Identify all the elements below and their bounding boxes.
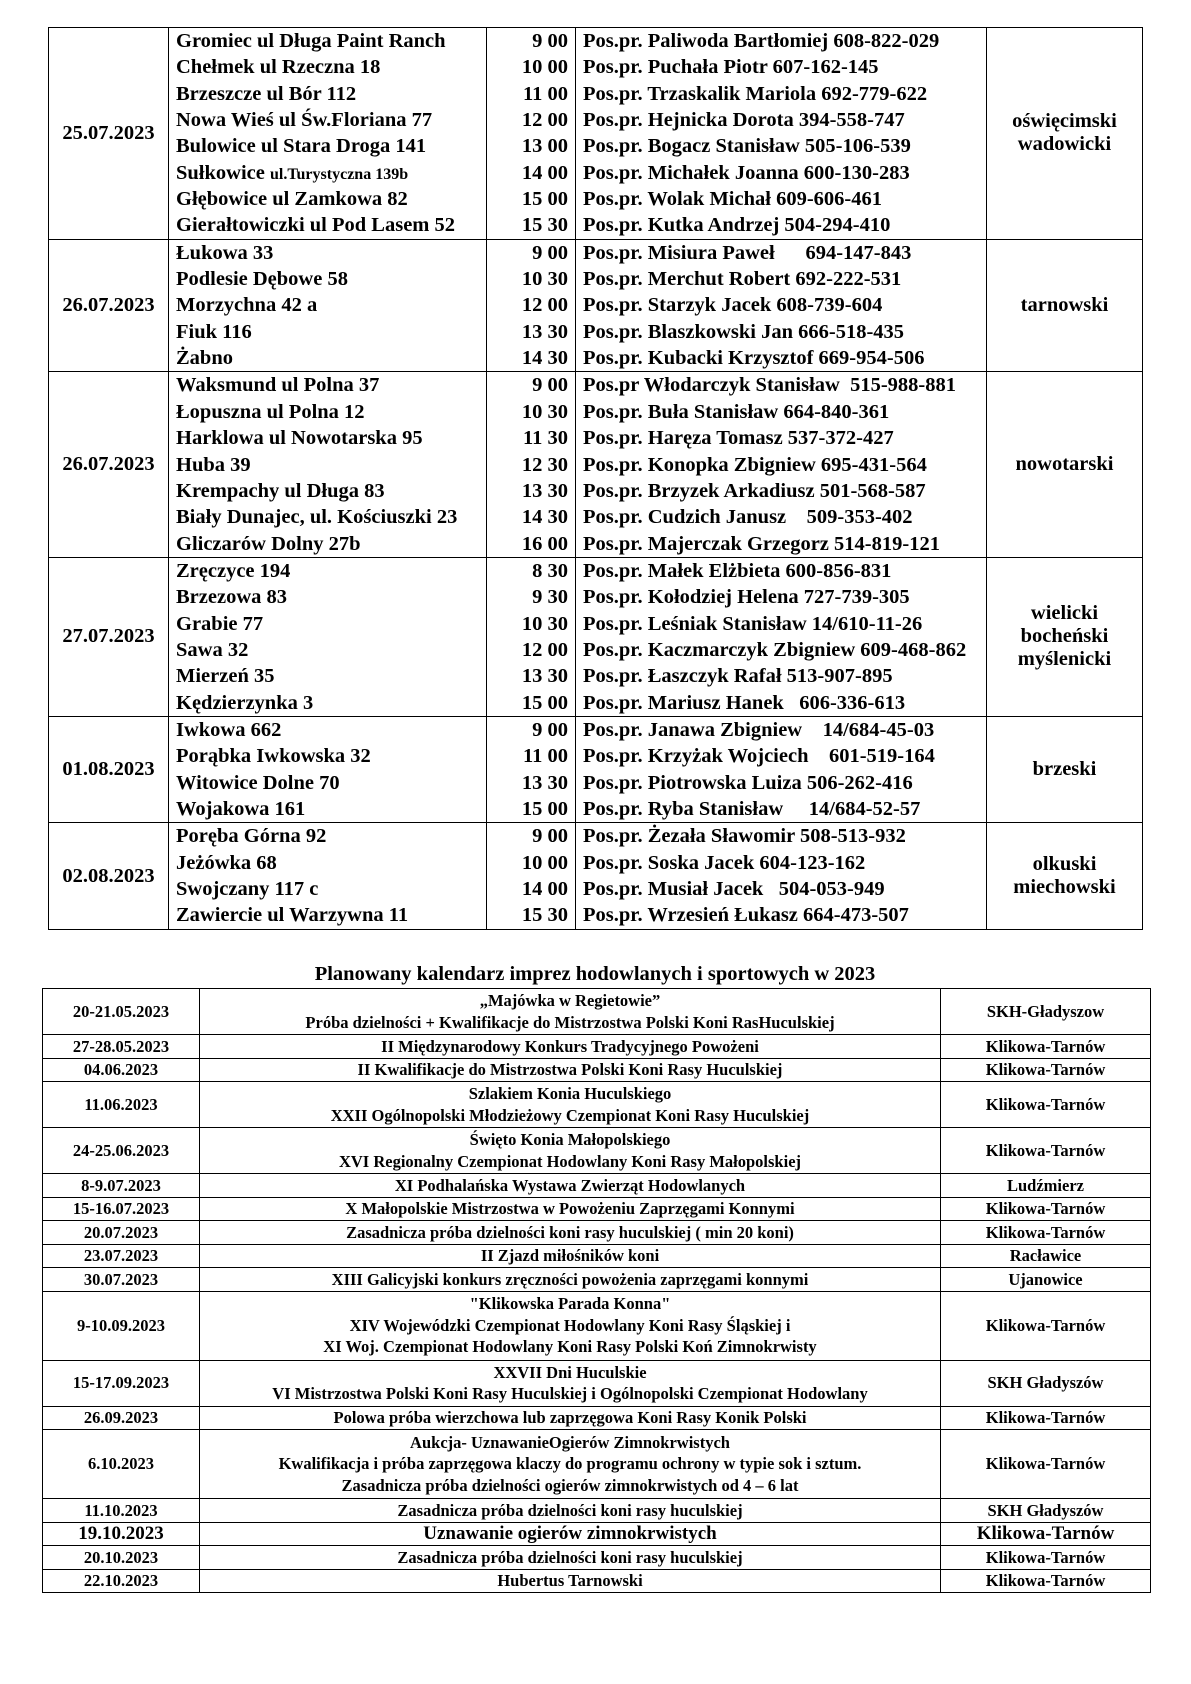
inspection-time: 10 00 <box>521 851 568 874</box>
calendar-row <box>43 1430 1151 1499</box>
event-place: SKH-Gładyszow <box>941 989 1151 1035</box>
schedule-places <box>169 716 487 822</box>
person-contact: Pos.pr. Soska Jacek 604-123-162 <box>583 851 866 874</box>
inspection-schedule-table <box>48 27 1143 930</box>
person-contact: Pos.pr. Kaczmarczyk Zbigniew 609-468-862 <box>583 638 967 661</box>
place-address: Krempachy ul Długa 83 <box>176 479 385 502</box>
event-line: Szlakiem Konia Huculskiego <box>468 1084 672 1103</box>
place-address: Harklowa ul Nowotarska 95 <box>176 427 423 450</box>
place-name: Sułkowice <box>176 161 270 184</box>
inspection-time: 13 30 <box>521 665 568 688</box>
event-line: Uznawanie ogierów zimnokrwistych <box>423 1523 717 1544</box>
person-contact: Pos.pr. Kutka Andrzej 504-294-410 <box>583 214 891 237</box>
event-line: II Międzynarodowy Konkurs Tradycyjnego Powożeni <box>381 1036 759 1056</box>
event-description <box>200 1499 941 1523</box>
region-name: miechowski <box>1013 876 1116 898</box>
place-address: Gromiec ul Długa Paint Ranch <box>176 30 446 52</box>
calendar-row <box>43 1128 1151 1174</box>
person-contact: Pos.pr. Haręza Tomasz 537-372-427 <box>583 427 894 450</box>
inspection-time: 13 30 <box>521 320 568 343</box>
person-contact: Pos.pr. Wolak Michał 609-606-461 <box>583 188 882 211</box>
event-date: 19.10.2023 <box>43 1522 200 1546</box>
event-line: Zasadnicza próba dzielności koni rasy huculskiej <box>397 1547 743 1567</box>
calendar-row <box>43 1268 1151 1292</box>
place-address: Podlesie Dębowe 58 <box>176 268 348 291</box>
event-place: Klikowa-Tarnów <box>941 1522 1151 1546</box>
inspection-time: 11 00 <box>523 82 568 105</box>
place-address <box>169 160 486 186</box>
person-contact: Pos.pr. Krzyżak Wojciech 601-519-164 <box>583 745 935 768</box>
event-place: Klikowa-Tarnów <box>941 1430 1151 1499</box>
event-line: XI Podhalańska Wystawa Zwierząt Hodowlanych <box>394 1175 746 1195</box>
inspection-time: 15 00 <box>521 691 568 714</box>
event-date: 04.06.2023 <box>43 1058 200 1082</box>
calendar-row <box>43 1035 1151 1059</box>
schedule-date: 26.07.2023 <box>49 372 169 557</box>
event-date: 20-21.05.2023 <box>43 989 200 1035</box>
event-place: Klikowa-Tarnów <box>941 1291 1151 1360</box>
inspection-time: 10 30 <box>521 612 568 635</box>
inspection-time: 9 00 <box>532 718 568 741</box>
place-address: Żabno <box>176 347 233 370</box>
event-line: Aukcja- UznawanieOgierów Zimnokrwistych <box>410 1432 730 1452</box>
place-address: Głębowice ul Zamkowa 82 <box>176 188 408 211</box>
place-address: Morzychna 42 a <box>176 294 318 317</box>
calendar-row <box>43 1291 1151 1360</box>
event-line: XXVII Dni Huculskie <box>493 1362 647 1382</box>
inspection-time: 13 00 <box>521 135 568 158</box>
schedule-date: 26.07.2023 <box>49 239 169 372</box>
event-description <box>200 1430 941 1499</box>
schedule-places <box>169 372 487 557</box>
person-contact: Pos.pr. Buła Stanisław 664-840-361 <box>583 400 890 423</box>
event-date: 15-17.09.2023 <box>43 1360 200 1406</box>
place-street: ul.Turystyczna 139b <box>269 165 409 183</box>
schedule-persons <box>576 239 987 372</box>
event-line: Zasadnicza próba dzielności koni rasy huculskiej ( min 20 koni) <box>346 1222 794 1242</box>
calendar-row <box>43 1058 1151 1082</box>
schedule-region <box>987 557 1143 716</box>
schedule-times <box>487 823 576 929</box>
person-contact: Pos.pr. Bogacz Stanisław 505-106-539 <box>583 135 911 158</box>
schedule-group-row <box>49 239 1143 372</box>
schedule-persons <box>576 28 987 240</box>
schedule-times <box>487 239 576 372</box>
inspection-time: 10 00 <box>521 56 568 79</box>
event-date: 8-9.07.2023 <box>43 1174 200 1198</box>
person-contact: Pos.pr. Michałek Joanna 600-130-283 <box>583 161 910 184</box>
place-address: Łopuszna ul Polna 12 <box>176 400 365 423</box>
place-address: Porąbka Iwkowska 32 <box>176 745 371 768</box>
schedule-region <box>987 28 1143 240</box>
person-contact: Pos.pr. Piotrowska Luiza 506-262-416 <box>583 771 913 794</box>
event-place: Racławice <box>941 1244 1151 1268</box>
schedule-times <box>487 372 576 557</box>
schedule-places <box>169 239 487 372</box>
event-date: 22.10.2023 <box>43 1569 200 1593</box>
person-contact: Pos.pr. Cudzich Janusz 509-353-402 <box>583 506 913 529</box>
calendar-row <box>43 1546 1151 1570</box>
event-description <box>200 1035 941 1059</box>
event-line: Hubertus Tarnowski <box>497 1571 643 1590</box>
inspection-time: 11 00 <box>523 745 568 768</box>
event-description <box>200 1360 941 1406</box>
person-contact: Pos.pr. Kubacki Krzysztof 669-954-506 <box>583 347 925 370</box>
event-line: VI Mistrzostwa Polski Koni Rasy Huculskiej i Ogólnopolski Czempionat Hodowlany <box>272 1384 868 1403</box>
event-date: 6.10.2023 <box>43 1430 200 1499</box>
inspection-time: 12 00 <box>521 638 568 661</box>
inspection-time: 14 00 <box>521 161 568 184</box>
calendar-row <box>43 1221 1151 1245</box>
schedule-persons <box>576 557 987 716</box>
schedule-group-row <box>49 372 1143 557</box>
place-address: Witowice Dolne 70 <box>176 771 340 794</box>
schedule-persons <box>576 372 987 557</box>
schedule-group-row <box>49 557 1143 716</box>
person-contact: Pos.pr. Konopka Zbigniew 695-431-564 <box>583 453 927 476</box>
event-date: 20.07.2023 <box>43 1221 200 1245</box>
inspection-time: 9 00 <box>532 241 568 264</box>
event-line: „Majówka w Regietowie” <box>479 991 661 1010</box>
event-description <box>200 1522 941 1546</box>
place-address: Kędzierzynka 3 <box>176 691 314 714</box>
schedule-places <box>169 28 487 240</box>
event-date: 11.10.2023 <box>43 1499 200 1523</box>
event-description <box>200 1406 941 1430</box>
schedule-date: 27.07.2023 <box>49 557 169 716</box>
event-line: II Kwalifikacje do Mistrzostwa Polski Koni Rasy Huculskiej <box>357 1060 783 1079</box>
event-place: Klikowa-Tarnów <box>941 1546 1151 1570</box>
event-description <box>200 1569 941 1593</box>
inspection-time: 12 00 <box>521 294 568 317</box>
event-description <box>200 989 941 1035</box>
calendar-row <box>43 1406 1151 1430</box>
calendar-row <box>43 1522 1151 1546</box>
inspection-time: 9 00 <box>532 30 568 52</box>
inspection-time: 9 00 <box>532 374 568 397</box>
event-description <box>200 1221 941 1245</box>
calendar-row <box>43 1499 1151 1523</box>
inspection-time: 13 30 <box>521 479 568 502</box>
event-description <box>200 1291 941 1360</box>
calendar-row <box>43 1244 1151 1268</box>
event-place: Klikowa-Tarnów <box>941 1197 1151 1221</box>
person-contact: Pos.pr. Brzyzek Arkadiusz 501-568-587 <box>583 479 926 502</box>
event-date: 23.07.2023 <box>43 1244 200 1268</box>
events-calendar-table <box>42 988 1151 1593</box>
event-line: XIII Galicyjski konkurs zręczności powożenia zaprzęgami konnymi <box>331 1269 809 1289</box>
event-place: Ludźmierz <box>941 1174 1151 1198</box>
person-contact: Pos.pr. Musiał Jacek 504-053-949 <box>583 878 885 900</box>
event-line: XIV Wojewódzki Czempionat Hodowlany Koni Rasy Śląskiej i <box>349 1315 791 1335</box>
person-contact: Pos.pr. Hejnicka Dorota 394-558-747 <box>583 109 905 132</box>
event-line: II Zjazd miłośników koni <box>480 1246 660 1265</box>
inspection-time: 16 00 <box>521 532 568 555</box>
inspection-time: 15 00 <box>521 188 568 211</box>
calendar-row <box>43 1197 1151 1221</box>
region-name: wadowicki <box>1017 133 1112 156</box>
region-name: wielicki <box>1030 602 1099 625</box>
event-place: Klikowa-Tarnów <box>941 1569 1151 1593</box>
event-place: SKH Gładyszów <box>941 1499 1151 1523</box>
event-description <box>200 1268 941 1292</box>
event-line: Święto Konia Małopolskiego <box>469 1130 671 1149</box>
place-address: Brzezowa 83 <box>176 586 287 609</box>
person-contact: Pos.pr. Trzaskalik Mariola 692-779-622 <box>583 82 928 105</box>
person-contact: Pos.pr. Ryba Stanisław 14/684-52-57 <box>583 797 921 820</box>
event-place: Klikowa-Tarnów <box>941 1406 1151 1430</box>
calendar-title: Planowany kalendarz imprez hodowlanych i sportowych w 2023 <box>314 963 876 985</box>
event-line: Zasadnicza próba dzielności ogierów zimnokrwistych od 4 – 6 lat <box>341 1475 799 1495</box>
region-name: myślenicki <box>1017 648 1112 671</box>
event-line: XVI Regionalny Czempionat Hodowlany Koni Rasy Małopolskiej <box>338 1151 802 1171</box>
inspection-time: 10 30 <box>521 400 568 423</box>
event-date: 15-16.07.2023 <box>43 1197 200 1221</box>
schedule-group-row <box>49 28 1143 240</box>
region-name: brzeski <box>1032 758 1097 781</box>
place-address: Sawa 32 <box>176 638 249 661</box>
event-description <box>200 1174 941 1198</box>
person-contact: Pos.pr. Łaszczyk Rafał 513-907-895 <box>583 665 893 688</box>
region-name: tarnowski <box>1020 294 1109 317</box>
inspection-time: 15 30 <box>521 214 568 237</box>
inspection-time: 9 00 <box>532 825 568 848</box>
event-date: 20.10.2023 <box>43 1546 200 1570</box>
inspection-time: 14 30 <box>521 347 568 370</box>
event-description <box>200 1197 941 1221</box>
event-place: Klikowa-Tarnów <box>941 1128 1151 1174</box>
calendar-row <box>43 989 1151 1035</box>
place-address: Biały Dunajec, ul. Kościuszki 23 <box>176 506 458 529</box>
event-line: XI Woj. Czempionat Hodowlany Koni Rasy Polski Koń Zimnokrwisty <box>323 1337 817 1357</box>
event-line: Próba dzielności + Kwalifikacje do Mistrzostwa Polski Koni RasHuculskiej <box>305 1012 835 1032</box>
inspection-time: 13 30 <box>521 771 568 794</box>
schedule-places <box>169 823 487 929</box>
person-contact: Pos.pr. Paliwoda Bartłomiej 608-822-029 <box>583 30 940 52</box>
place-address: Fiuk 116 <box>176 320 252 343</box>
schedule-region <box>987 716 1143 822</box>
person-contact: Pos.pr. Małek Elżbieta 600-856-831 <box>583 559 892 582</box>
schedule-places <box>169 557 487 716</box>
calendar-row <box>43 1360 1151 1406</box>
event-date: 27-28.05.2023 <box>43 1035 200 1059</box>
inspection-time: 10 30 <box>521 268 568 291</box>
inspection-time: 11 30 <box>523 427 568 450</box>
schedule-group-row <box>49 716 1143 822</box>
person-contact: Pos.pr. Wrzesień Łukasz 664-473-507 <box>583 904 909 927</box>
place-address: Iwkowa 662 <box>176 718 282 741</box>
place-address: Poręba Górna 92 <box>176 825 327 848</box>
event-place: Klikowa-Tarnów <box>941 1058 1151 1082</box>
event-line: X Małopolskie Mistrzostwa w Powożeniu Zaprzęgami Konnymi <box>345 1199 795 1218</box>
event-description <box>200 1546 941 1570</box>
calendar-row <box>43 1174 1151 1198</box>
place-address: Chełmek ul Rzeczna 18 <box>176 56 381 79</box>
schedule-group-row <box>49 823 1143 929</box>
region-name: oświęcimski <box>1012 110 1117 133</box>
event-description <box>200 1058 941 1082</box>
region-name: nowotarski <box>1015 453 1114 476</box>
place-address: Gliczarów Dolny 27b <box>176 532 361 555</box>
event-place: Klikowa-Tarnów <box>941 1082 1151 1128</box>
event-place: Klikowa-Tarnów <box>941 1035 1151 1059</box>
event-place: SKH Gładyszów <box>941 1360 1151 1406</box>
place-address: Brzeszcze ul Bór 112 <box>176 82 357 105</box>
event-description <box>200 1244 941 1268</box>
event-place: Ujanowice <box>941 1268 1151 1292</box>
place-address: Huba 39 <box>176 453 251 476</box>
place-address: Grabie 77 <box>176 612 264 635</box>
schedule-times <box>487 716 576 822</box>
event-line: Kwalifikacja i próba zaprzęgowa klaczy do programu ochrony w typie sok i sztum. <box>278 1454 862 1474</box>
schedule-date: 02.08.2023 <box>49 823 169 929</box>
inspection-time: 15 00 <box>521 797 568 820</box>
person-contact: Pos.pr. Blaszkowski Jan 666-518-435 <box>583 320 905 343</box>
event-description <box>200 1082 941 1128</box>
calendar-row <box>43 1082 1151 1128</box>
place-address: Wojakowa 161 <box>176 797 306 820</box>
person-contact: Pos.pr. Leśniak Stanisław 14/610-11-26 <box>583 612 923 635</box>
place-address: Gierałtowiczki ul Pod Lasem 52 <box>176 214 456 237</box>
schedule-region <box>987 372 1143 557</box>
place-address: Swojczany 117 c <box>176 878 319 900</box>
event-line: Polowa próba wierzchowa lub zaprzęgowa Koni Rasy Konik Polski <box>333 1408 807 1427</box>
place-address: Zawiercie ul Warzywna 11 <box>176 904 409 927</box>
person-contact: Pos.pr. Merchut Robert 692-222-531 <box>583 268 902 291</box>
person-contact: Pos.pr. Misiura Paweł 694-147-843 <box>583 241 912 264</box>
place-address: Łukowa 33 <box>176 241 274 264</box>
inspection-time: 14 30 <box>521 506 568 529</box>
inspection-time: 12 00 <box>521 109 568 132</box>
place-address: Jeżówka 68 <box>176 851 277 874</box>
event-line: XXII Ogólnopolski Młodzieżowy Czempionat Koni Rasy Huculskiej <box>330 1105 810 1125</box>
region-name: bocheński <box>1020 625 1109 648</box>
person-contact: Pos.pr. Mariusz Hanek 606-336-613 <box>583 691 906 714</box>
person-contact: Pos.pr. Kołodziej Helena 727-739-305 <box>583 586 910 609</box>
place-address: Zręczyce 194 <box>176 559 291 582</box>
person-contact: Pos.pr. Żezała Sławomir 508-513-932 <box>583 825 906 848</box>
event-description <box>200 1128 941 1174</box>
person-contact: Pos.pr Włodarczyk Stanisław 515-988-881 <box>583 374 957 397</box>
event-date: 11.06.2023 <box>43 1082 200 1128</box>
inspection-time: 14 00 <box>521 878 568 900</box>
schedule-region <box>987 823 1143 929</box>
event-date: 24-25.06.2023 <box>43 1128 200 1174</box>
event-date: 9-10.09.2023 <box>43 1291 200 1360</box>
event-date: 26.09.2023 <box>43 1406 200 1430</box>
place-address: Waksmund ul Polna 37 <box>176 374 380 397</box>
schedule-times <box>487 557 576 716</box>
inspection-time: 15 30 <box>521 904 568 927</box>
event-line: Zasadnicza próba dzielności koni rasy huculskiej <box>397 1500 743 1520</box>
person-contact: Pos.pr. Puchała Piotr 607-162-145 <box>583 56 879 79</box>
place-address: Mierzeń 35 <box>176 665 275 688</box>
inspection-time: 9 30 <box>532 586 568 609</box>
place-address: Nowa Wieś ul Św.Floriana 77 <box>176 109 433 132</box>
schedule-persons <box>576 823 987 929</box>
place-address: Bulowice ul Stara Droga 141 <box>176 135 427 158</box>
schedule-persons <box>576 716 987 822</box>
schedule-times <box>487 28 576 240</box>
event-line: "Klikowska Parada Konna" <box>469 1294 671 1314</box>
inspection-time: 12 30 <box>521 453 568 476</box>
region-name: olkuski <box>1032 853 1097 875</box>
schedule-date: 25.07.2023 <box>49 28 169 240</box>
event-date: 30.07.2023 <box>43 1268 200 1292</box>
schedule-date: 01.08.2023 <box>49 716 169 822</box>
person-contact: Pos.pr. Majerczak Grzegorz 514-819-121 <box>583 532 940 555</box>
person-contact: Pos.pr. Starzyk Jacek 608-739-604 <box>583 294 883 317</box>
schedule-region <box>987 239 1143 372</box>
inspection-time: 8 30 <box>532 559 568 582</box>
calendar-row <box>43 1569 1151 1593</box>
person-contact: Pos.pr. Janawa Zbigniew 14/684-45-03 <box>583 718 935 741</box>
event-place: Klikowa-Tarnów <box>941 1221 1151 1245</box>
